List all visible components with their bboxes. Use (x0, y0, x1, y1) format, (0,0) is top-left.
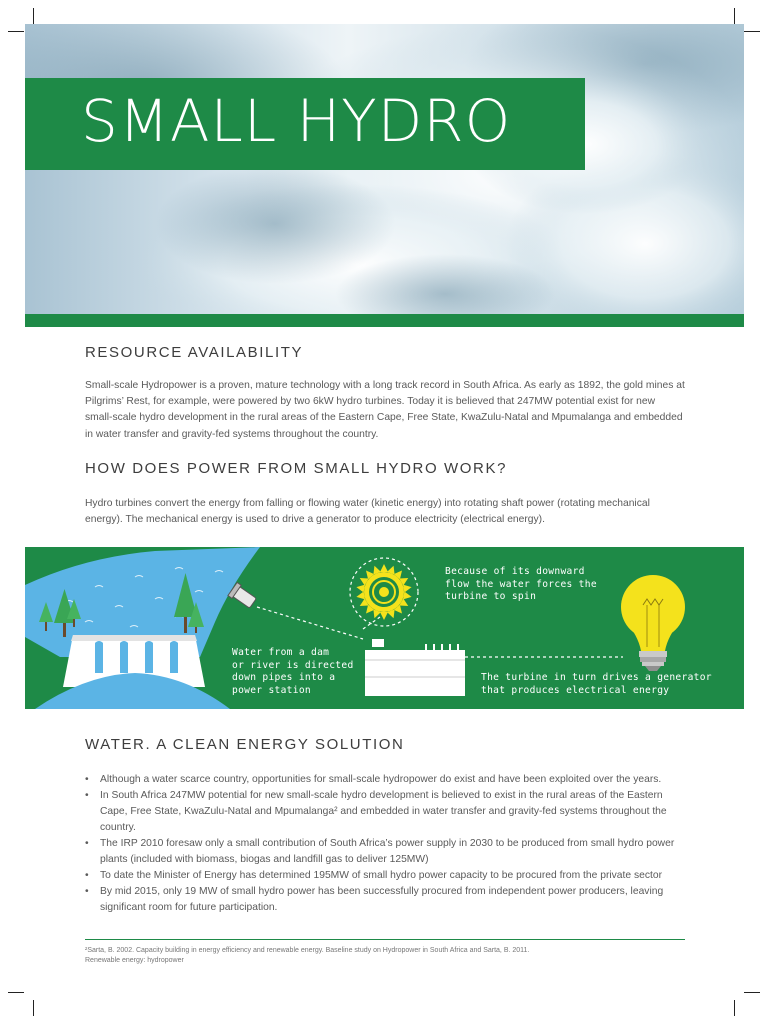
crop-mark (744, 992, 760, 993)
hydro-diagram (25, 547, 744, 709)
crop-mark (734, 1000, 735, 1016)
footnote-text: ²Sarta, B. 2002. Capacity building in energy efficiency and renewable energy. Baseline study on Hydropower in South Africa and Sarta, B. 2011. (85, 947, 530, 954)
list-item: • By mid 2015, only 19 MW of small hydro power has been successfully procured from independent power producers, leaving significant room for future participation. (85, 884, 691, 916)
diagram-label-dam: Water from a dam or river is directed down pipes into a power station (232, 647, 354, 696)
section-heading-how: HOW DOES POWER FROM SMALL HYDRO WORK? (85, 460, 508, 477)
hero-band (25, 314, 744, 327)
crop-mark (8, 992, 24, 993)
list-item: • To date the Minister of Energy has determined 195MW of small hydro power capacity to be procured from the private sector (85, 868, 691, 884)
crop-mark (33, 1000, 34, 1016)
list-item: • The IRP 2010 foresaw only a small contribution of South Africa’s power supply in 2030 to be produced from small hydro power plants (included with biomass, biogas and landfill gas to deliver 125MW) (85, 836, 691, 868)
turbine (350, 558, 418, 626)
crop-mark (33, 8, 34, 24)
footer-caption: Renewable energy: hydropower (85, 957, 184, 964)
crop-mark (734, 8, 735, 24)
diagram-label-turbine: Because of its downward flow the water forces the turbine to spin (445, 566, 597, 602)
title-banner (25, 78, 585, 170)
crop-mark (8, 31, 24, 32)
list-item: • In South Africa 247MW potential for new small-scale hydro development is believed to exist in the rural areas of the Eastern Cape, Free State, KwaZulu-Natal and Mpumalanga² and embedded in water transfer and gravity-fed systems throughout the country. (85, 788, 691, 836)
section-heading-resource: RESOURCE AVAILABILITY (85, 344, 304, 361)
page-title: SMALL HYDRO (81, 87, 512, 155)
resource-paragraph: Small-scale Hydropower is a proven, mature technology with a long track record in South Africa. As early as 1892, the gold mines at Pilgrims’ Rest, for example, were powered by two 6kW hydro turbines. Today it is believed that 247MW potential exist for new small-scale hydro development in the rural areas of the Eastern Cape, Free State, KwaZulu-Natal and Mpumalanga and embedded in water transfer and gravity-fed systems throughout the country. (85, 380, 685, 440)
how-paragraph: Hydro turbines convert the energy from falling or flowing water (kinetic energy) into rotating shaft power (rotating mechanical energy). The mechanical energy is used to drive a generator to produce electricity (electrical energy). (85, 498, 650, 526)
light-bulb (621, 575, 685, 671)
section-heading-clean-energy: WATER. A CLEAN ENERGY SOLUTION (85, 736, 405, 753)
crop-mark (744, 31, 760, 32)
generator (365, 639, 465, 696)
list-item: • Although a water scarce country, opportunities for small-scale hydropower do exist and have been exploited over the years. (85, 772, 691, 788)
footer-divider (85, 939, 685, 940)
footnote (85, 946, 695, 966)
clean-energy-list (85, 772, 691, 916)
diagram-label-generator: The turbine in turn drives a generator that produces electrical energy (481, 672, 712, 696)
